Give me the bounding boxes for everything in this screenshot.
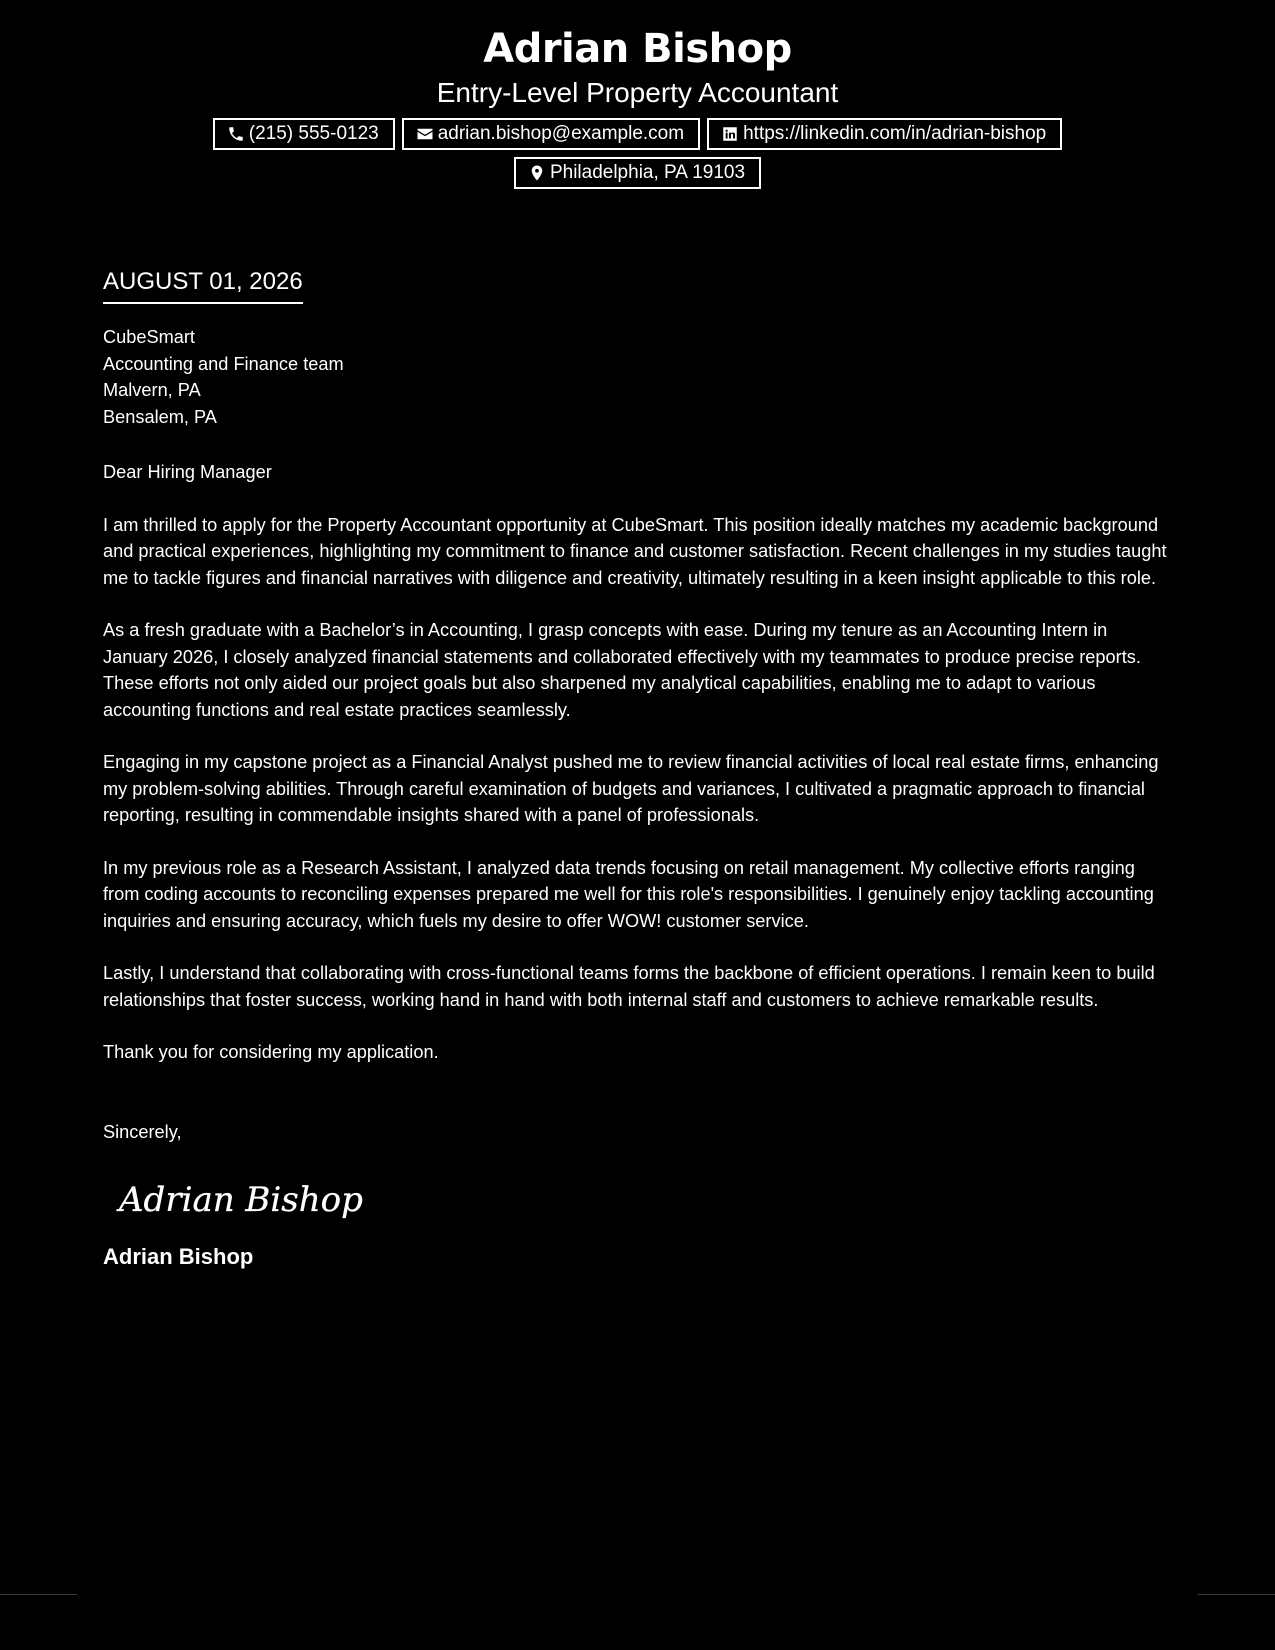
- contact-location-text: Philadelphia, PA 19103: [549, 162, 746, 183]
- phone-icon: [227, 125, 245, 143]
- contact-row: [0, 118, 1275, 150]
- paragraph-5: Lastly, I understand that collaborating with cross-functional teams forms the backbone of efficient operations. I remain keen to build relationships that foster success, working hand in hand with both internal staff and customers to achieve remarkable results.: [103, 963, 1155, 1010]
- paragraph-thanks: Thank you for considering my application.: [103, 1042, 439, 1062]
- contact-email-text: adrian.bishop@example.com: [437, 123, 685, 144]
- footer-rule-right: [1198, 1594, 1275, 1595]
- recipient-location-2: Bensalem, PA: [103, 406, 217, 427]
- salutation: Dear Hiring Manager: [103, 462, 272, 482]
- letter-date: AUGUST 01, 2026: [103, 266, 303, 304]
- svg-text:Adrian Bishop: Adrian Bishop: [119, 1180, 363, 1220]
- letter-header: [0, 22, 1275, 196]
- map-marker-icon: [528, 164, 546, 182]
- paragraph-1: I am thrilled to apply for the Property Accountant opportunity at CubeSmart. This position ideally matches my academic background and practical experiences, highlighting my commitment to finance and customer satisfaction. Recent challenges in my studies taught me to tackle figures and financial narratives with diligence and creativity, ultimately resulting in a keen insight applicable to this role.: [103, 514, 1167, 588]
- applicant-title: Entry-Level Property Accountant: [436, 77, 839, 108]
- letter-body: [103, 266, 1175, 1271]
- paragraph-3: Engaging in my capstone project as a Financial Analyst pushed me to review financial activities of local real estate firms, enhancing my problem-solving abilities. Through careful examination of budgets and variances, I cultivated a pragmatic approach to financial reporting, resulting in commendable insights shared with a panel of professionals.: [103, 752, 1159, 825]
- recipient-company: CubeSmart: [103, 327, 195, 347]
- contact-linkedin-text: https://linkedin.com/in/adrian-bishop: [743, 123, 1047, 144]
- closing: Sincerely,: [103, 1121, 182, 1142]
- contact-row-location: [0, 157, 1275, 189]
- paragraph-4: In my previous role as a Research Assistant, I analyzed data trends focusing on retail management. My collective efforts ranging from coding accounts to reconciling expenses prepared me well for this role's responsibilities. I genuinely enjoy tackling accounting inquiries and ensuring accuracy, which fuels my desire to offer WOW! customer service.: [103, 857, 1154, 931]
- paragraph-2: As a fresh graduate with a Bachelor’s in Accounting, I grasp concepts with ease. During my tenure as an Accounting Intern in January 2026, I closely analyzed financial statements and collaborated effectively with my teammates to produce precise reports. These efforts not only aided our project goals but also sharpened my analytical capabilities, enabling me to adapt to various accounting functions and real estate practices seamlessly.: [103, 620, 1141, 720]
- handwritten-signature: [115, 1167, 365, 1227]
- contact-phone[interactable]: [213, 118, 395, 150]
- contact-location: [514, 157, 761, 189]
- contact-email[interactable]: [402, 118, 700, 150]
- contact-linkedin[interactable]: [707, 118, 1062, 150]
- recipient-block: [103, 324, 1175, 430]
- linkedin-icon: [721, 125, 739, 143]
- recipient-location-1: Malvern, PA: [103, 380, 201, 400]
- envelope-icon: [416, 125, 434, 143]
- signer-name: Adrian Bishop: [103, 1243, 254, 1269]
- contact-phone-text: (215) 555-0123: [248, 123, 379, 144]
- applicant-name: Adrian Bishop: [483, 26, 792, 72]
- recipient-team: Accounting and Finance team: [103, 353, 344, 374]
- footer-rule-left: [0, 1594, 77, 1595]
